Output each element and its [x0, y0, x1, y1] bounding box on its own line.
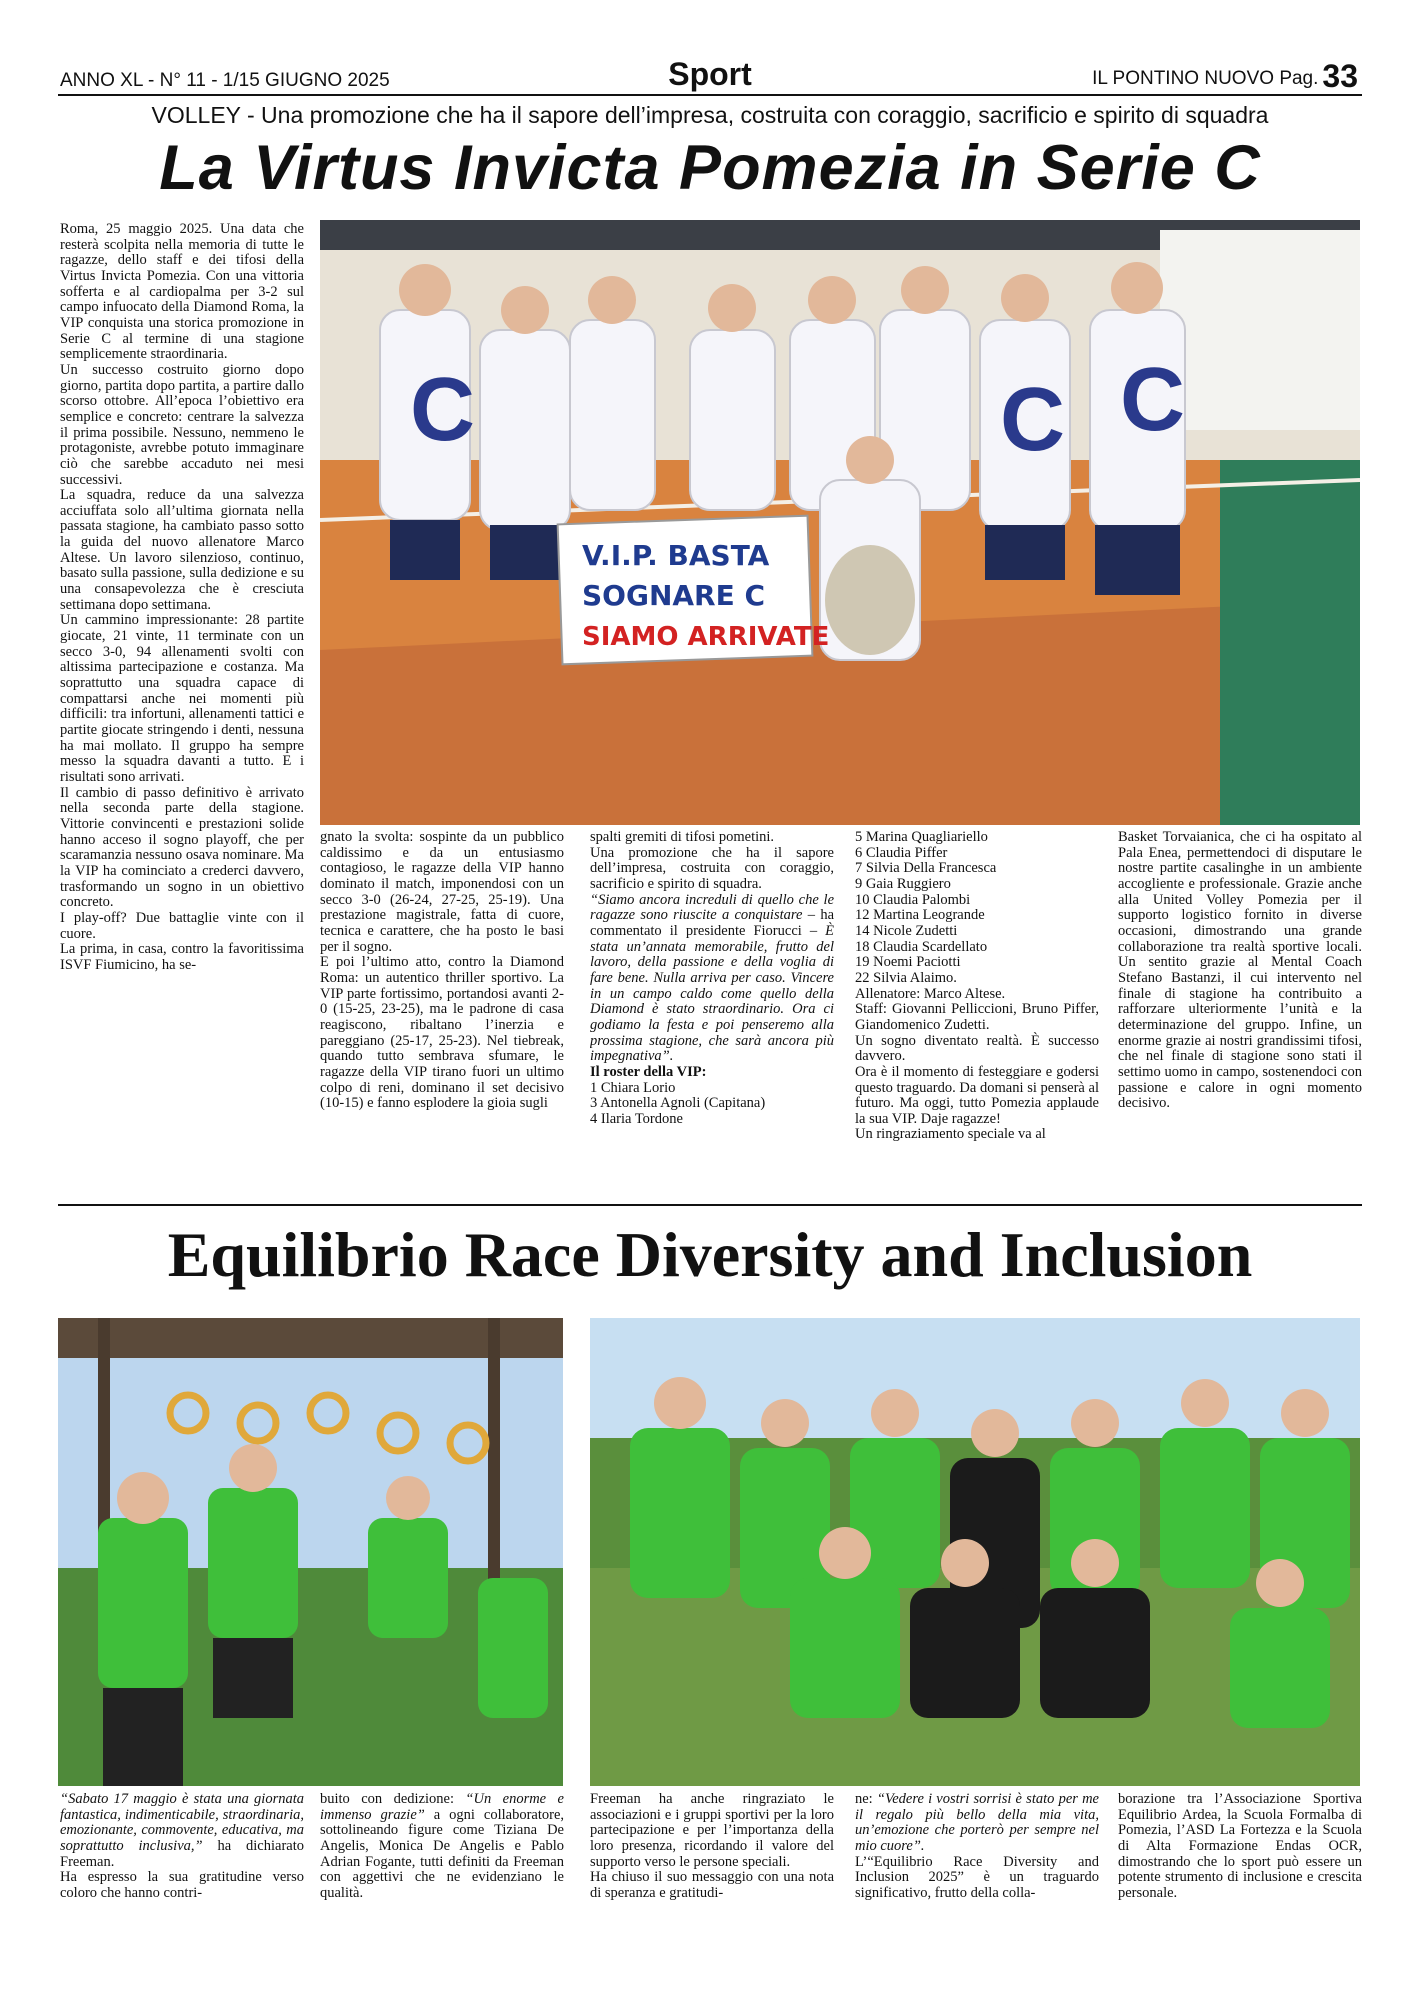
article1-paragraph: La prima, in casa, contro la favoritissima ISVF Fiumicino, ha se- — [60, 941, 304, 973]
article1-paragraph: Basket Torvaianica, che ci ha ospitato al Pala Enea, permettendoci di disputare le nostre partite casalinghe in un ambiente accogliente e professionale. Grazie anche alla United Volley Pomezia per il supporto logistico fornito in diverse occasioni, dimostrando una grande collaborazione tra realtà sportive locali. Un sentito grazie al Mental Coach Stefano Bastanzi, il cui intervento nel finale di stagione ha contribuito a rafforzare ulteriormente l’unità e la determinazione del gruppo. Infine, un enorme grazie ai nostri grandissimi tifosi, che nel finale di stagione sono stati il settimo uomo in campo, sostenendoci con passione e calore in ogni momento decisivo. — [1118, 830, 1362, 1112]
celebration-sign — [558, 516, 830, 665]
sign-line-3: SIAMO ARRIVATE — [582, 622, 830, 652]
article1-kicker: VOLLEY - Una promozione che ha il sapore dell’impresa, costruita con coraggio, sacrificio e spirito di squadra — [151, 102, 1269, 128]
svg-text:C: C — [410, 360, 475, 460]
staff-line: Staff: Giovanni Pelliccioni, Bruno Piffer, Giandomenico Zudetti. — [855, 1001, 1099, 1033]
svg-text:C: C — [1120, 350, 1185, 450]
article1-paragraph: Ora è il momento di festeggiare e godersi questo traguardo. Da domani si penserà al futuro. Ma oggi, tutto Pomezia applaude la sua VIP. Daje ragazze! — [855, 1063, 1099, 1127]
header-rule — [58, 94, 1362, 96]
article2-paragraph: Ha chiuso il suo messaggio con una nota di speranza e gratitudi- — [590, 1869, 834, 1901]
roster-item: 5 Marina Quagliariello — [855, 830, 988, 845]
president-quote-end: È stata un’annata memorabile, frutto del lavoro, della passione e della voglia di fare bene. Nulla arriva per caso. Vincere in un campo caldo come quello della Diamond è stato straordinario. Ora ci godiamo la festa e poi penseremo alla prossima stagione, che sarà ancora più impegnativa”. — [590, 922, 834, 1065]
roster-item: 14 Nicole Zudetti — [855, 922, 958, 939]
section-title: Sport — [668, 56, 752, 92]
article2-column-5 — [1118, 1792, 1362, 1942]
page-number: 33 — [1322, 58, 1358, 94]
roster-item: 6 Claudia Piffer — [855, 844, 948, 861]
roster-item: 1 Chiara Lorio — [590, 1079, 676, 1096]
section-divider — [58, 1204, 1362, 1206]
article1-paragraph: E poi l’ultimo atto, contro la Diamond Roma: un autentico thriller sportivo. La VIP parte fortissimo, portandosi avanti 2-0 (15-25, 23-25), ma le padrone di casa reagiscono, ribaltano l’inerzia e pareggiano (25-17, 25-23). Nel tiebreak, quando tutto sembrava sfumare, le ragazze della VIP tirano fuori un ultimo colpo di reni, dominano il set decisivo (10-15) e fanno esplodere la gioia sugli — [320, 954, 564, 1112]
article2-paragraph: L’“Equilibrio Race Diversity and Inclusion 2025” è un traguardo significativo, frutto della colla- — [855, 1853, 1099, 1901]
article2-column-4 — [855, 1792, 1099, 1942]
article1-column-4 — [855, 830, 1099, 1200]
article1-column-1 — [60, 222, 304, 1197]
article1-paragraph: Un successo costruito giorno dopo giorno, partita dopo partita, a partire dallo scorso ottobre. All’epoca l’obiettivo era semplice e concreto: centrare la salvezza il prima possibile. Nessuno, nemmeno le protagoniste, avrebbe potuto immaginare ciò che sarebbe accaduto nei mesi successivi. — [60, 361, 304, 488]
article2-paragraph: borazione tra l’Associazione Sportiva Equilibrio Ardea, la Scuola Formalba di Pomezia, l’ASD La Fortezza e la Scuola di Alta Formazione Endas OCR, dimostrando che lo sport può essere un potente strumento di inclusione e crescita personale. — [1118, 1792, 1362, 1901]
article2-headline: Equilibrio Race Diversity and Inclusion — [167, 1219, 1253, 1290]
article1-headline: La Virtus Invicta Pomezia in Serie C — [159, 133, 1261, 203]
president-quote-start: “Siamo ancora increduli di quello che le ragazze sono riuscite a conquistare — [590, 891, 834, 924]
article1-column-5 — [1118, 830, 1362, 1200]
article1-column-3 — [590, 830, 834, 1200]
issue-info: ANNO XL - N° 11 - 1/15 GIUGNO 2025 — [60, 70, 390, 91]
obstacle-course-photo — [58, 1318, 563, 1786]
article1-paragraph: Una promozione che ha il sapore dell’impresa, costruita con coraggio, sacrificio e spirito di squadra. — [590, 844, 834, 892]
svg-text:C: C — [1000, 370, 1065, 470]
article1-paragraph: La squadra, reduce da una salvezza acciuffata solo all’ultima giornata nella passata stagione, ha cambiato passo sotto la guida del nuovo allenatore Marco Altese. Un lavoro silenzioso, continuo, basato sulla passione, sulla dedizione e su una consapevolezza che è cresciuta settimana dopo settimana. — [60, 487, 304, 613]
article1-paragraph: Un cammino impressionante: 28 partite giocate, 21 vinte, 11 terminate con un secco 3-0, 94 allenamenti svolti con altissima partecipazione e costanza. Ma soprattutto una squadra capace di compattarsi anche nei momenti più difficili: tra infortuni, allenamenti tattici e partite giocate stringendo i denti, nessuna ha mai mollato. Il gruppo ha sempre messo la squadra davanti a tutto. E i risultati sono arrivati. — [60, 612, 304, 785]
article1-paragraph: I play-off? Due battaglie vinte con il cuore. — [60, 909, 304, 942]
article2-column-2 — [320, 1792, 564, 1942]
article1-column-2 — [320, 830, 564, 1200]
article2-column-3 — [590, 1792, 834, 1942]
article2-text: a ogni collaboratore, sottolineando figure come Tiziana De Angelis, Monica De Angelis e Pablo Adrian Fogante, tutti definiti da Freeman con aggettivi che ne evidenziano le qualità. — [320, 1806, 564, 1901]
roster-item: 9 Gaia Ruggiero — [855, 875, 951, 892]
roster-item: 19 Noemi Paciotti — [855, 954, 961, 971]
freeman-quote: “Sabato 17 maggio è stata una giornata fantastica, indimenticabile, straordinaria, emozionante, commovente, educativa, ma soprattutto inclusiva,” — [60, 1792, 304, 1854]
article2-text: buito con dedizione: — [320, 1792, 466, 1807]
thanks-quote: “Un enorme e immenso grazie” — [320, 1792, 564, 1823]
dog-figure — [825, 545, 915, 655]
sign-line-2: SOGNARE C — [582, 579, 766, 612]
newspaper-name: IL PONTINO NUOVO Pag. — [1092, 68, 1319, 89]
article1-paragraph: Un sogno diventato realtà. È successo davvero. — [855, 1032, 1099, 1065]
article1-paragraph: Il cambio di passo definitivo è arrivato nella seconda parte della stagione. Vittorie convincenti e prestazioni solide hanno acceso il sogno playoff, che per scaramanzia nessuno osava nominare. Ma la VIP ha cominciato a crederci davvero, trasformando un sogno in un obiettivo concreto. — [60, 784, 304, 911]
quote-attribution: ha dichiarato Freeman. — [60, 1837, 304, 1870]
roster-item: 22 Silvia Alaimo. — [855, 969, 957, 986]
article2-column-1 — [60, 1792, 304, 1942]
article2-text: ne: — [855, 1792, 877, 1807]
sign-line-1: V.I.P. BASTA — [582, 539, 770, 572]
article2-paragraph: Ha espresso la sua gratitudine verso coloro che hanno contri- — [60, 1869, 304, 1901]
coach-line: Allenatore: Marco Altese. — [855, 985, 1006, 1002]
page-info — [1092, 58, 1358, 92]
article1-paragraph: Un ringraziamento speciale va al — [855, 1126, 1046, 1143]
roster-item: 18 Claudia Scardellato — [855, 938, 988, 955]
volley-team-photo — [320, 220, 1360, 825]
roster-item: 4 Ilaria Tordone — [590, 1110, 683, 1127]
roster-item: 3 Antonella Agnoli (Capitana) — [590, 1095, 766, 1112]
group-photo — [590, 1318, 1360, 1786]
roster-title: Il roster della VIP: — [590, 1063, 707, 1080]
article1-paragraph: Roma, 25 maggio 2025. Una data che resterà scolpita nella memoria di tutte le ragazze, dello staff e dei tifosi della Virtus Invicta Pomezia. Con una vittoria sofferta e al cardiopalma per 3-2 sul campo infuocato della Diamond Roma, la VIP conquista una storica promozione in Serie C al termine di una stagione semplicemente straordinaria. — [60, 222, 304, 363]
article2-paragraph: Freeman ha anche ringraziato le associazioni e i gruppi sportivi per la loro partecipazione e per l’importanza della loro presenza, ricordando il valore del supporto verso le persone speciali. — [590, 1792, 834, 1870]
roster-item: 10 Claudia Palombi — [855, 891, 971, 908]
smiles-quote: “Vedere i vostri sorrisi è stato per me il regalo più bello della mia vita, un’emozione che porterò per sempre nel mio cuore”. — [855, 1792, 1099, 1854]
roster-item: 12 Martina Leogrande — [855, 907, 985, 924]
article1-paragraph: gnato la svolta: sospinte da un pubblico caldissimo e da un entusiasmo contagioso, le ragazze della VIP hanno dominato il match, imponendosi con un secco 3-0 (26-24, 27-25, 25-19). Una prestazione magistrale, fatta di cuore, tecnica e carattere, che ha posto le basi per il sogno. — [320, 830, 564, 955]
article1-paragraph: spalti gremiti di tifosi pometini. — [590, 830, 775, 845]
roster-item: 7 Silvia Della Francesca — [855, 860, 997, 877]
quote-attribution: – ha commentato il presidente Fiorucci – — [590, 907, 834, 939]
